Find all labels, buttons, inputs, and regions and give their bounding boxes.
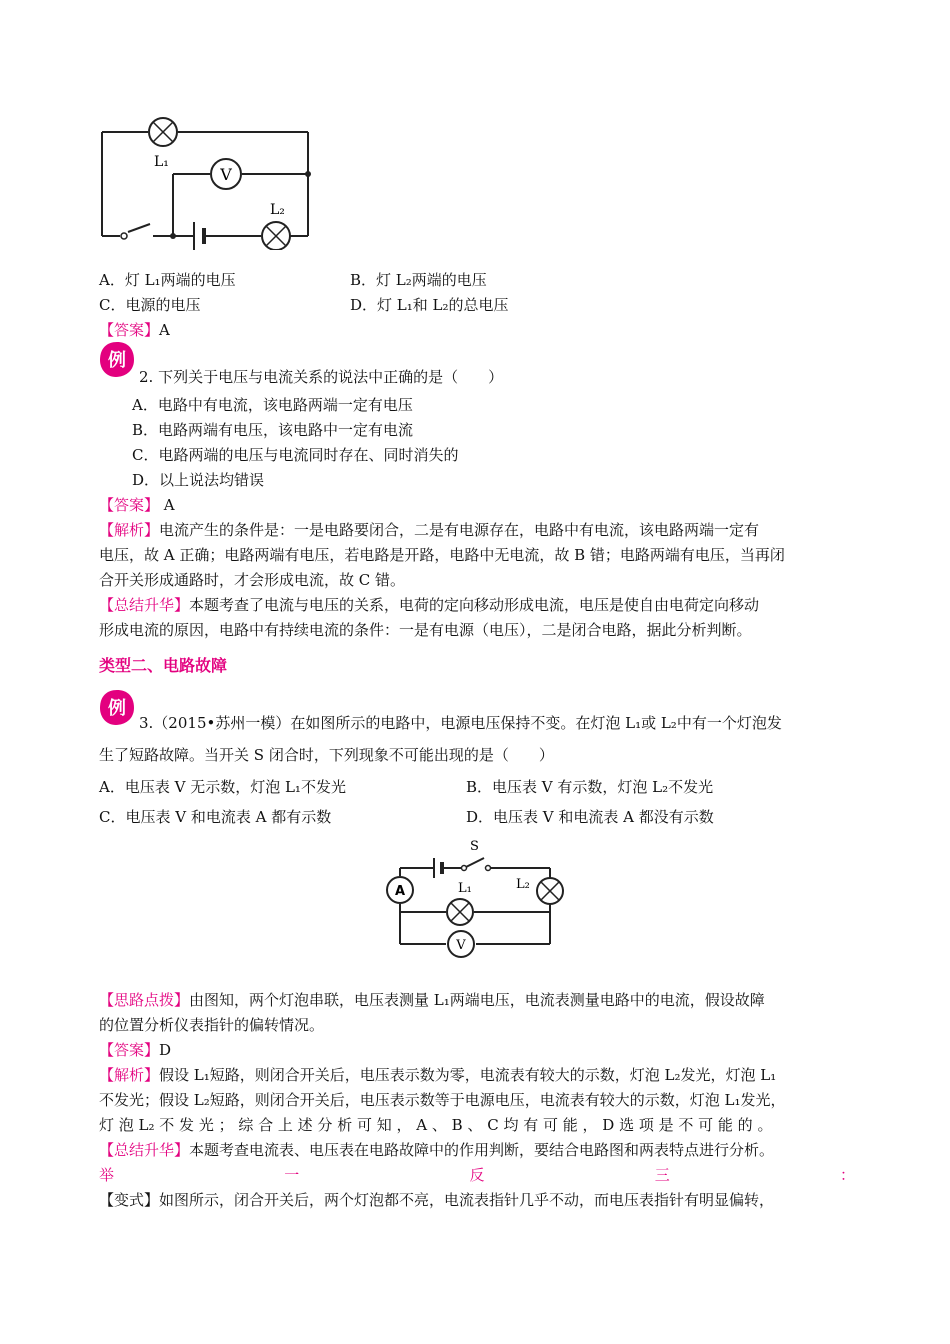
svg-text:V: V [456, 938, 466, 953]
variant-tag: 【变式】 [99, 1191, 160, 1209]
summary-tag: 【总结升华】 [99, 596, 190, 614]
lamp-l2-icon [262, 222, 290, 250]
answer-value: D [159, 1041, 172, 1059]
juyifansan-heading [99, 1165, 855, 1185]
answer-value: A [159, 321, 170, 339]
q2-option-a: A．电路中有电流，该电路两端一定有电压 [132, 396, 413, 414]
q2-answer [99, 495, 175, 515]
summary-text: 本题考查电流表、电压表在电路故障中的作用判断，要结合电路图和两表特点进行分析。 [189, 1141, 775, 1159]
q1-answer [99, 320, 170, 340]
example-badge-icon [96, 338, 138, 380]
q2-analysis-line-1 [99, 520, 759, 540]
analysis-text: 假设 L₁短路，则闭合开关后，电压表示数为零，电流表有较大的示数，灯泡 L₂发光，灯泡 L₁ [159, 1066, 777, 1084]
q3-stem-line-2: 生了短路故障。当开关 S 闭合时，下列现象不可能出现的是（ ） [99, 746, 554, 764]
example-badge-icon [96, 686, 138, 728]
q2-analysis-line-2: 电压，故 A 正确；电路两端有电压，若电路是开路，电路中无电流，故 B 错；电路两端有电压，当再闭 [99, 546, 785, 564]
q2-option-b: B．电路两端有电压，该电路中一定有电流 [132, 421, 414, 439]
switch-contact [121, 233, 127, 239]
q2-option-d: D．以上说法均错误 [132, 471, 265, 489]
answer-tag: 【答案】 [99, 496, 160, 514]
label-l2: L₂ [270, 202, 285, 218]
q1-option-b: B．灯 L₂两端的电压 [350, 271, 487, 289]
q2-analysis-line-3: 合开关形成通路时，才会形成电流，故 C 错。 [99, 571, 406, 589]
lamp-l1-icon [447, 899, 473, 925]
circuit-diagram-1 [98, 110, 318, 250]
label-l1: L₁ [458, 881, 472, 896]
q3-option-c: C．电压表 V 和电流表 A 都有示数 [99, 808, 332, 826]
q2-summary-line-2: 形成电流的原因，电路中有持续电流的条件：一是有电源（电压），二是闭合电路，据此分析判断。 [99, 621, 752, 639]
q2-option-c: C．电路两端的电压与电流同时存在、同时消失的 [132, 446, 459, 464]
svg-text:例: 例 [108, 698, 126, 719]
q3-hint-line-2: 的位置分析仪表指针的偏转情况。 [99, 1016, 325, 1034]
answer-tag: 【答案】 [99, 1041, 160, 1059]
q3-hint-line-1 [99, 990, 765, 1010]
hint-tag: 【思路点拨】 [99, 991, 190, 1009]
voltmeter-icon [448, 931, 474, 957]
summary-text: 本题考查了电流与电压的关系，电荷的定向移动形成电流，电压是使自由电荷定向移动 [189, 596, 760, 614]
summary-tag: 【总结升华】 [99, 1141, 190, 1159]
variant-line [99, 1190, 774, 1210]
q1-option-d: D．灯 L₁和 L₂的总电压 [350, 296, 509, 314]
analysis-tag: 【解析】 [99, 1066, 160, 1084]
heading-char: 反 [469, 1166, 485, 1184]
heading-char: 举 [99, 1166, 115, 1184]
lamp-l1-icon [149, 118, 177, 146]
q2-stem: 2. 下列关于电压与电流关系的说法中正确的是（ ） [139, 368, 504, 386]
q3-stem-line-1: 3.（2015•苏州一模）在如图所示的电路中，电源电压保持不变。在灯泡 L₁或 L₂中有一个灯泡发 [139, 714, 782, 732]
lamp-l2-icon [537, 878, 563, 904]
answer-value: A [159, 496, 175, 514]
q3-analysis-line-1 [99, 1065, 776, 1085]
circuit-diagram-2 [384, 836, 564, 966]
q1-option-a: A．灯 L₁两端的电压 [99, 271, 236, 289]
q3-analysis-line-2: 不发光；假设 L₂短路，则闭合开关后，电压表示数等于电源电压，电流表有较大的示数，灯泡 L₁发光， [99, 1091, 786, 1109]
svg-text:A: A [394, 884, 406, 899]
heading-char: 一 [284, 1166, 300, 1184]
q3-answer [99, 1040, 171, 1060]
ammeter-icon [387, 877, 413, 903]
voltmeter-icon [211, 159, 241, 189]
q3-option-a: A．电压表 V 无示数，灯泡 L₁不发光 [99, 778, 346, 796]
label-l1: L₁ [154, 154, 169, 170]
label-s: S [470, 839, 479, 854]
svg-text:V: V [220, 165, 232, 184]
heading-char: 三 [654, 1166, 670, 1184]
analysis-text: 电流产生的条件是：一是电路要闭合，二是有电源存在，电路中有电流，该电路两端一定有 [159, 521, 760, 539]
q3-option-d: D．电压表 V 和电流表 A 都没有示数 [466, 808, 714, 826]
heading-char: ： [839, 1166, 855, 1184]
answer-tag: 【答案】 [99, 321, 160, 339]
section-title: 类型二、电路故障 [99, 656, 228, 675]
q3-analysis-line-3: 灯 泡 L₂ 不 发 光 ； 综 合 上 述 分 析 可 知 ， A 、 B 、 C 均 有 可 能 ， D 选 项 是 不 可 能 的 。 [99, 1116, 773, 1134]
q3-summary [99, 1140, 774, 1160]
analysis-tag: 【解析】 [99, 521, 160, 539]
q2-summary-line-1 [99, 595, 759, 615]
q3-option-b: B．电压表 V 有示数，灯泡 L₂不发光 [466, 778, 714, 796]
label-l2: L₂ [516, 877, 530, 892]
variant-text: 如图所示，闭合开关后，两个灯泡都不亮，电流表指针几乎不动，而电压表指针有明显偏转， [159, 1191, 775, 1209]
q1-option-c: C．电源的电压 [99, 296, 201, 314]
hint-text: 由图知，两个灯泡串联，电压表测量 L₁两端电压，电流表测量电路中的电流，假设故障 [189, 991, 765, 1009]
svg-text:例: 例 [108, 350, 126, 371]
